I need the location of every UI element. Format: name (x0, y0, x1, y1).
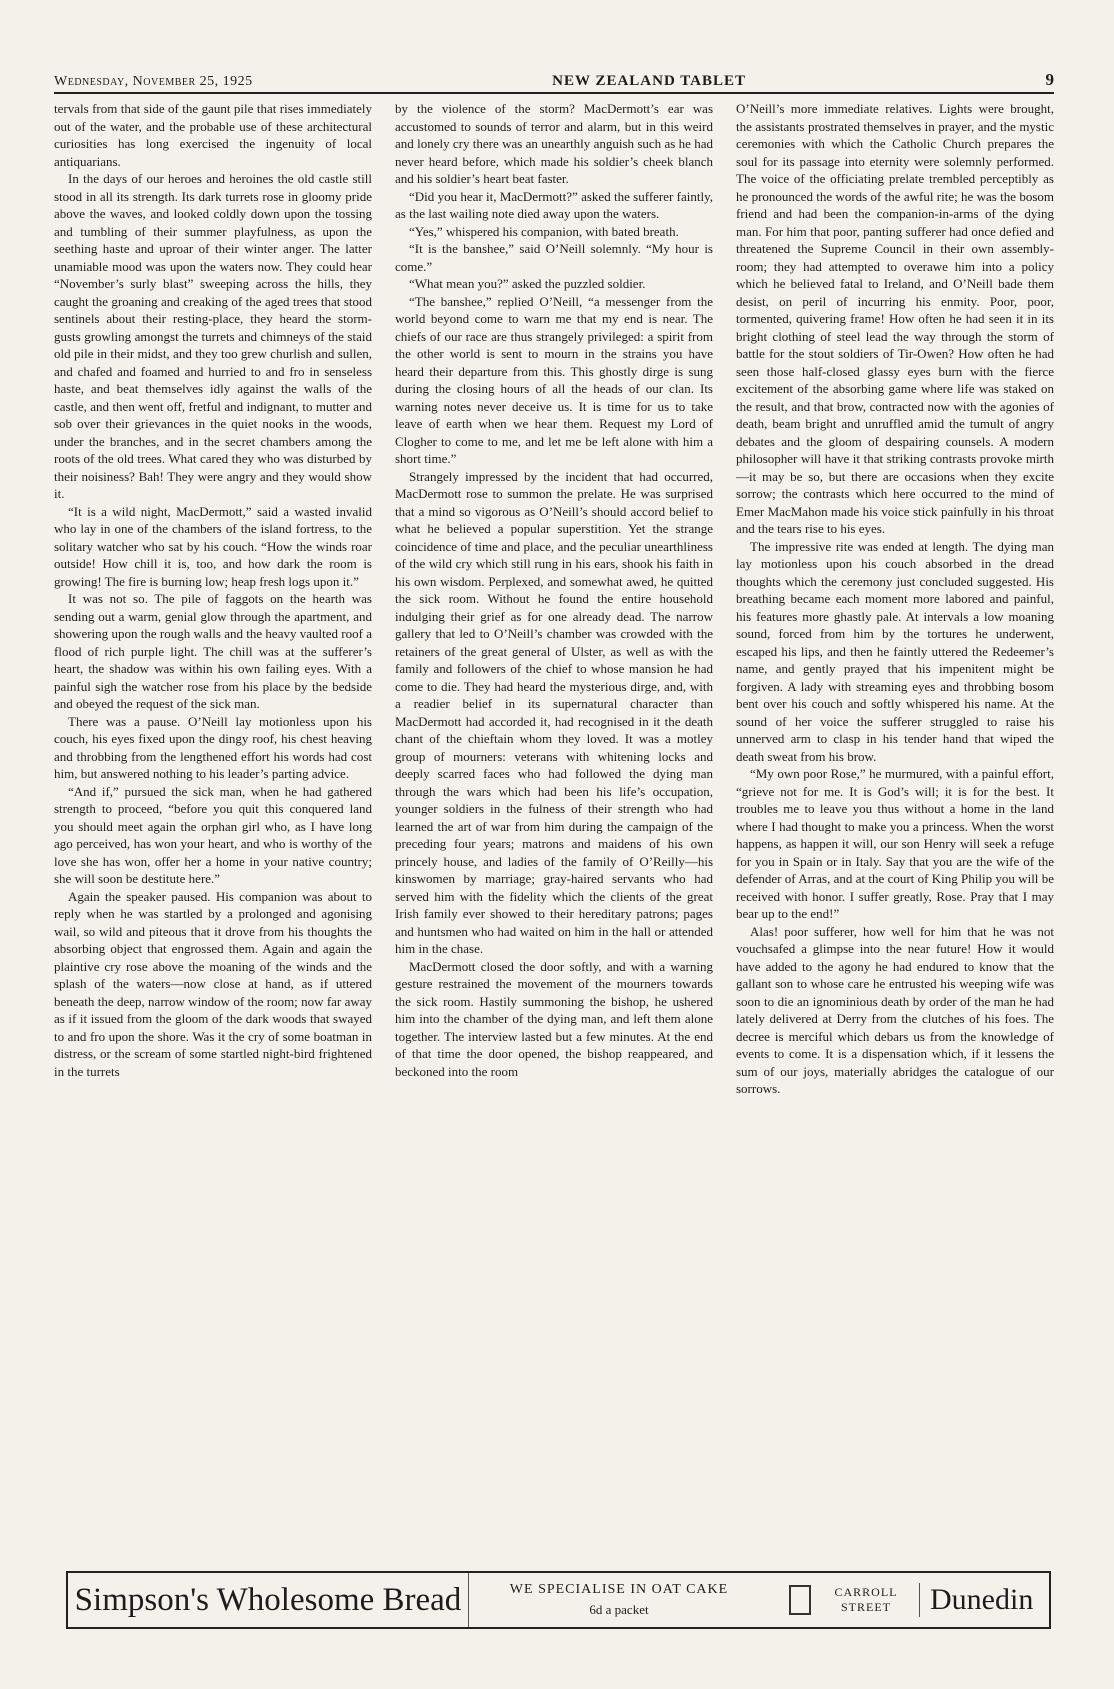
ad-brand: Simpson's Wholesome Bread (68, 1573, 469, 1627)
ad-city: Dunedin (919, 1583, 1033, 1617)
paragraph: It was not so. The pile of faggots on the hearth was sending out a warm, genial glow through the apartment, and showering upon the rough walls and the heavy vaulted roof a flood of rich purple light. The chill was at the sufferer’s heart, the shadow was within his own failing eyes. With a painful sigh the watcher rose from his place by the bedside and obeyed the request of the sick man. (54, 591, 372, 711)
paragraph: “Yes,” whispered his companion, with bated breath. (409, 223, 679, 239)
paragraph: “It is a wild night, MacDermott,” said a wasted invalid who lay in one of the chambers of the island fortress, to the solitary watcher who sat by his couch. “How the winds roar outside! How chill it is, too, and how dark the room is growing! The fire is burning low; heap fresh logs upon it.” (54, 503, 372, 589)
paragraph: The impressive rite was ended at length. The dying man lay motionless upon his couch absorbed in the dread thoughts which the ceremony just concluded suggested. His breathing became each moment more labored and painful, his features more ghastly pale. At intervals a low moaning sound, forced from him by the tortures he underwent, escaped his lips, and then he faintly uttered the Redeemer’s name, and gently prayed that his impenitent might be forgiven. A lady with streaming eyes and throbbing bosom bent over his couch and softly whispered his name. At the sound of her voice the sufferer struggled to raise his unnerved arm to clasp in his tender hand that wiped the death sweat from his brow. (736, 538, 1054, 764)
paragraph: Again the speaker paused. His companion was about to reply when he was startled by a prolonged and agonising wail, so wild and piteous that it drove from his thoughts the absorbing object that engrossed them. Again and again the plaintive cry rose above the moaning of the winds and the splash of the waters—now close at hand, as if uttered beneath the deep, narrow window of the room; now far away as if it issued from the gloom of the dark woods that swayed to and fro upon the shore. Was it the cry of some boatman in distress, or the scream of some startled night-bird frightened in the turrets (54, 888, 372, 1079)
paragraph: In the days of our heroes and heroines the old castle still stood in all its strength. Its dark turrets rose in gloomy pride above the waves, and looked coldly down upon the tossing and tumbling of their summer playfulness, as upon the seething haste and uproar of their winter anger. The latter unamiable mood was upon the waters now. They could hear “November’s surly blast” sweeping across the hills, they caught the groaning and creaking of the aged trees that stood sentinels about their resting-place, they heard the storm-gusts growling amongst the turrets and chimneys of the staid old pile in their midst, and they too grew churlish and sullen, and chafed and foamed and hurried to and fro in senseless haste, and beat themselves idly against the walls of the castle, and then went off, fretful and indignant, to mutter and sob over their grievances in the quiet nooks in the woods, under the branches, and in the secret chambers among the roots of the old trees. What cared they who was disturbed by their noisiness? Bah! They were angry and they would show it. (54, 171, 372, 501)
ad-specialty: WE SPECIALISE IN OAT CAKE (509, 1582, 729, 1597)
column-1 (54, 100, 372, 1565)
article-columns (54, 100, 1054, 1565)
bread-advertisement (66, 1571, 1051, 1629)
paragraph: “My own poor Rose,” he murmured, with a painful effort, “grieve not for me. It is God’s will; it is for the best. It troubles me to leave you thus without a home in the land where I had thought to make you a princess. When the worst happens, as happen it will, our son Henry will seek a refuge for you in Spain or in Italy. Say that you are the wife of the defender of Arras, and at the court of King Philip you will be received with honor. I suffer greatly, Rose. Pray that I may bear up to the end!” (736, 766, 1054, 921)
paragraph: Strangely impressed by the incident that had occurred, MacDermott rose to summon the prelate. He was surprised that a mind so vigorous as O’Neill’s should accord belief to what he believed a popular superstition. Yet the strange coincidence of time and place, and the peculiar unearthliness of the wild cry which still rung in his ears, shook his faith in his own wisdom. Perplexed, and somewhat awed, he quitted the sick room. Without he found the entire household indulging their grief as for one already dead. The narrow gallery that led to O’Neill’s chamber was crowded with the retainers of the great general of Ulster, as well as with the family and followers of the chief to whose mansion he had come to die. They had heard the mysterious dirge, and, with a readier belief in its supernatural character than MacDermott had accorded it, had recognised in it the death chant of the chieftain whom they loved. It was a motley group of mourners: veterans with whitening locks and deeply scarred faces who had followed the dying man through the wars which had been his life’s occupation, younger soldiers in the fulness of their strength who had learned the art of war from him during the campaign of the preceding four years; matrons and maidens of his own princely house, and ladies of the family of O’Reilly—his kinswomen by marriage; gray-haired servants who had served him with the fidelity which the clients of the great Irish family ever showed to their hereditary patrons; pages and huntsmen who had waited on him in the hall or attended him in the chase. (395, 468, 713, 956)
masthead: NEW ZEALAND TABLET (552, 73, 747, 89)
paragraph: “And if,” pursued the sick man, when he had gathered strength to proceed, “before you quit this conquered land you should meet again the orphan girl who, as I have long ago perceived, has won your heart, and who is worthy of the love she has won, offer her a home in your native country; she will soon be destitute here.” (54, 783, 372, 886)
paragraph: by the violence of the storm? MacDermott’s ear was accustomed to sounds of terror and alarm, but in this weird and lonely cry there was an unearthly anguish such as he had never heard before, which made his soldier’s cheek blanch and his soldier’s heart beat faster. (395, 101, 713, 186)
ad-price: 6d a packet (589, 1602, 649, 1617)
paragraph: O’Neill’s more immediate relatives. Lights were brought, the assistants prostrated themselves in prayer, and the mystic ceremonies with which the Catholic Church prepares the soul for its passage into eternity were solemnly performed. The voice of the officiating prelate trembled perceptibly as he pronounced the words of the awful rite; he was the bosom friend and had been the companion-in-arms of the dying man. For him that poor, panting sufferer had once defied and threatened the Supreme Council in their own assembly-room; they had attempted to overawe him into a policy which he believed fatal to Ireland, and O’Neill bade them desist, on peril of incurring his enmity. Poor, poor, tormented, quivering frame! How often he had seen it in its bright clothing of steel lead the way through the storm of battle for the stout soldiers of Tir-Owen? How often he had seen those half-closed glassy eyes burn with the fierce excitement of the absorbing game where life was staked on the result, and that brow, contracted now with the agonies of death, beam bright and unruffled amid the tumult of angry debates and the gloom of despairing counsels. A modern philosopher will have it that striking contrasts provoke mirth—it may be so, but there are occasions when they excite sorrow; the contrasts which here occurred to the mind of Emer MacMahon made his voice stick painfully in his throat and the tears rise to his eyes. (736, 101, 1054, 536)
paragraph: “What mean you?” asked the puzzled soldier. (409, 276, 646, 291)
column-3 (736, 100, 1054, 1565)
paragraph: “The banshee,” replied O’Neill, “a messenger from the world beyond come to warn me that my end is near. The chiefs of our race are thus strangely privileged: a spirit from the other world is sent to mourn in the strains you have heard their departure from this. This ghostly dirge is sung during the closing hours of all the heads of our clan. Its warning notes never deceive us. It is time for us to take leave of earth when we hear them. Request my Lord of Clogher to come to me, and let me be left alone with him a short time.” (395, 293, 713, 466)
paragraph: “It is the banshee,” said O’Neill solemnly. “My hour is come.” (395, 241, 713, 274)
ad-box-ornament (789, 1585, 811, 1615)
paragraph: There was a pause. O’Neill lay motionless upon his couch, his eyes fixed upon the dingy roof, his chest heaving and throbbing from the lengthened effort his words had cost him, but answered nothing to his leader’s parting advice. (54, 713, 372, 781)
paragraph: MacDermott closed the door softly, and with a warning gesture restrained the movement of the mourners towards the sick room. Hastily summoning the bishop, he ushered him into the chamber of the dying man, and left them alone together. The interview lasted but a few minutes. At the end of that time the door opened, the bishop reappeared, and beckoned into the room (395, 958, 713, 1079)
paragraph: “Did you hear it, MacDermott?” asked the sufferer faintly, as the last wailing note died away upon the waters. (395, 188, 713, 221)
column-2 (395, 100, 713, 1565)
ad-street: CARROLL STREET (834, 1585, 898, 1614)
issue-date: Wednesday, November 25, 1925 (54, 74, 253, 89)
paragraph: Alas! poor sufferer, how well for him that he was not vouchsafed a glimpse into the near future! How it would have added to the agony he had endured to know that the gallant son to whose care he entrusted his weeping wife was soon to die an ignominious death by order of the man he had lately delivered at Derry from the clutches of his foes. The decree is merciful which debars us from the knowledge of events to come. It is a dispensation which, if it lessens the sum of our joys, materially abridges the catalogue of our sorrows. (736, 923, 1054, 1096)
ad-specialty-block (469, 1582, 769, 1618)
page-header (54, 70, 1054, 94)
page-number: 9 (1045, 70, 1054, 89)
paragraph: tervals from that side of the gaunt pile that rises immediately out of the water, and the probable use of these architectural curiosities has long exercised the ingenuity of local antiquarians. (54, 101, 372, 169)
